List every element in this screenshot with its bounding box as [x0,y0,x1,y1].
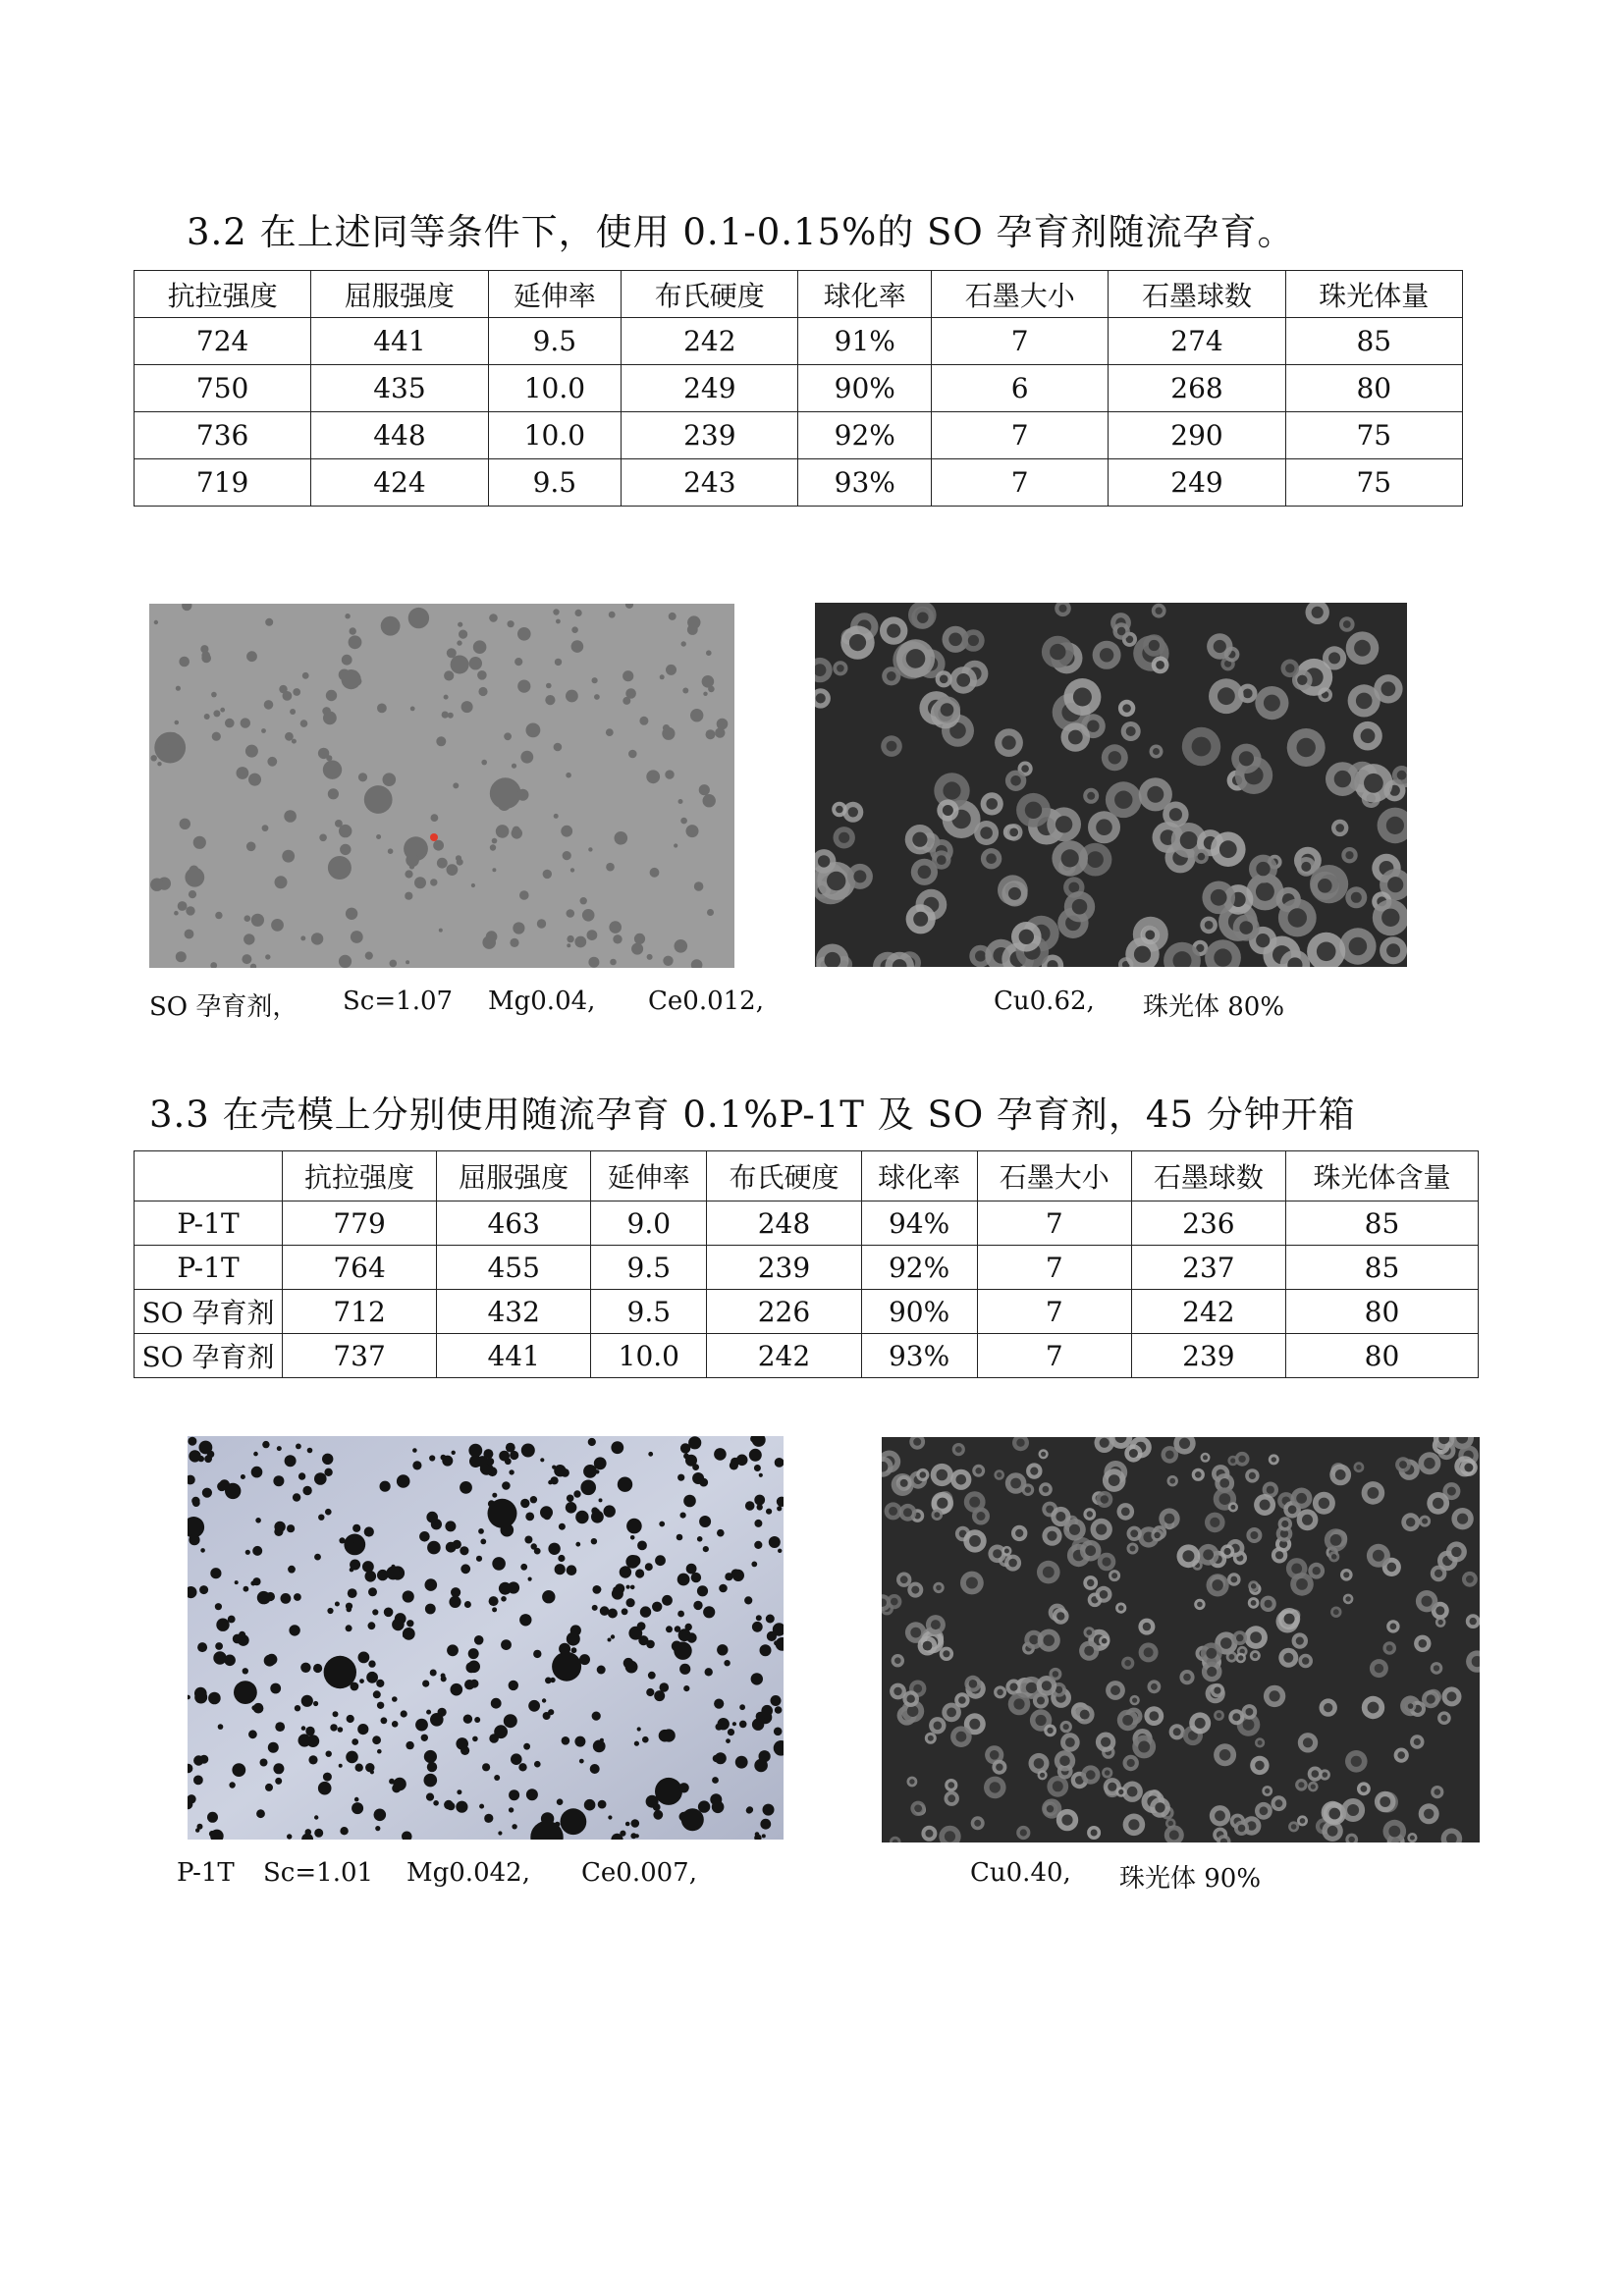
table-cell: 7 [977,1201,1131,1246]
table-cell: 268 [1109,365,1285,412]
table-header-row [135,1151,1479,1201]
table-cell: 764 [283,1246,437,1290]
table-cell: 91% [798,318,932,365]
table-cell: 92% [798,412,932,459]
table-cell: 249 [1109,459,1285,507]
caption-cu: Cu0.40, [970,1858,1071,1888]
table-cell: 80 [1285,365,1462,412]
table-row [135,459,1463,507]
caption-ce: Ce0.012, [648,987,764,1016]
micrograph-etched-so [815,603,1407,967]
table-cell: 7 [932,459,1109,507]
micrograph-unetched-so [149,604,734,968]
table-row [135,1201,1479,1246]
table-row [135,1246,1479,1290]
caption-label: P-1T [177,1858,235,1888]
table-cell: 7 [977,1246,1131,1290]
micrograph-unetched-p1t [188,1436,784,1840]
table-cell: P-1T [135,1201,283,1246]
table-cell: 93% [861,1334,977,1378]
table-cell: 441 [437,1334,591,1378]
table-cell: 248 [707,1201,861,1246]
table-cell: 463 [437,1201,591,1246]
table-cell: 85 [1285,1201,1478,1246]
section-3-2-table [134,270,1463,507]
table-cell: 75 [1285,412,1462,459]
table-cell: 239 [622,412,798,459]
table-row [135,1290,1479,1334]
fine-bullseye-graphic [882,1437,1480,1842]
table-cell: 80 [1285,1290,1478,1334]
table-cell: 724 [135,318,311,365]
table-row [135,318,1463,365]
caption-pearlite: 珠光体 80% [1143,992,1285,1022]
table-cell: 712 [283,1290,437,1334]
table-row [135,365,1463,412]
table-cell: 226 [707,1290,861,1334]
section-3-2-heading: 3.2 在上述同等条件下，使用 0.1-0.15%的 SO 孕育剂随流孕育。 [187,211,1295,253]
table-row [135,1334,1479,1378]
table-cell: 92% [861,1246,977,1290]
micrograph-etched-p1t [882,1437,1480,1842]
table-cell: 736 [135,412,311,459]
table-cell: 243 [622,459,798,507]
caption-cu: Cu0.62, [994,987,1095,1016]
table-cell: 85 [1285,318,1462,365]
header-cell [135,1151,283,1201]
caption-p1t-composition [177,1858,1355,1894]
table-cell: 432 [437,1290,591,1334]
caption-mg: Mg0.04, [488,987,596,1016]
table-cell: P-1T [135,1246,283,1290]
header-cell: 珠光体含量 [1285,1151,1478,1201]
caption-sc: Sc=1.01 [263,1858,374,1888]
table-cell: 239 [707,1246,861,1290]
table-cell: 274 [1109,318,1285,365]
table-cell: 6 [932,365,1109,412]
header-cell: 屈服强度 [437,1151,591,1201]
header-cell: 石墨球数 [1109,271,1285,318]
table-row [135,412,1463,459]
header-cell: 石墨大小 [977,1151,1131,1201]
table-cell: 75 [1285,459,1462,507]
caption-pearlite: 珠光体 90% [1119,1864,1262,1894]
section-3-3-heading: 3.3 在壳模上分别使用随流孕育 0.1%P-1T 及 SO 孕育剂，45 分钟开箱 [149,1094,1356,1136]
header-cell: 延伸率 [488,271,622,318]
table-cell: 455 [437,1246,591,1290]
header-cell: 延伸率 [591,1151,707,1201]
header-cell: 石墨大小 [932,271,1109,318]
table-cell: 779 [283,1201,437,1246]
table-cell: 290 [1109,412,1285,459]
header-cell: 抗拉强度 [135,271,311,318]
section-3-3-table [134,1150,1479,1378]
caption-mg: Mg0.042, [406,1858,530,1888]
table-cell: 7 [932,318,1109,365]
table-cell: 737 [283,1334,437,1378]
table-cell: 9.5 [591,1246,707,1290]
header-cell: 石墨球数 [1131,1151,1285,1201]
caption-label: SO 孕育剂， [149,992,298,1022]
header-cell: 珠光体量 [1285,271,1462,318]
table-cell: 10.0 [488,365,622,412]
table-cell: 90% [798,365,932,412]
bullseye-structure-graphic [815,603,1407,967]
table-cell: 441 [311,318,488,365]
header-cell: 抗拉强度 [283,1151,437,1201]
table-cell: 9.5 [488,318,622,365]
table-cell: SO 孕育剂 [135,1290,283,1334]
table-cell: 249 [622,365,798,412]
header-cell: 屈服强度 [311,271,488,318]
table-cell: 237 [1131,1246,1285,1290]
table-cell: 93% [798,459,932,507]
table-cell: 719 [135,459,311,507]
table-cell: 242 [1131,1290,1285,1334]
table-cell: 7 [932,412,1109,459]
table-cell: 448 [311,412,488,459]
table-cell: 750 [135,365,311,412]
table-cell: 242 [622,318,798,365]
caption-ce: Ce0.007, [581,1858,697,1888]
header-cell: 球化率 [798,271,932,318]
table-cell: 236 [1131,1201,1285,1246]
dark-nodules-graphic [188,1436,784,1840]
table-cell: SO 孕育剂 [135,1334,283,1378]
table-cell: 239 [1131,1334,1285,1378]
table-cell: 242 [707,1334,861,1378]
graphite-nodules-graphic [149,604,734,968]
table-cell: 435 [311,365,488,412]
header-cell: 球化率 [861,1151,977,1201]
table-cell: 7 [977,1290,1131,1334]
table-cell: 10.0 [488,412,622,459]
table-cell: 85 [1285,1246,1478,1290]
table-cell: 10.0 [591,1334,707,1378]
header-cell: 布氏硬度 [707,1151,861,1201]
caption-sc: Sc=1.07 [343,987,454,1016]
table-cell: 80 [1285,1334,1478,1378]
table-cell: 9.0 [591,1201,707,1246]
caption-so-composition [149,987,1327,1022]
table-header-row [135,271,1463,318]
table-cell: 9.5 [488,459,622,507]
table-cell: 7 [977,1334,1131,1378]
header-cell: 布氏硬度 [622,271,798,318]
table-cell: 90% [861,1290,977,1334]
table-cell: 424 [311,459,488,507]
table-cell: 9.5 [591,1290,707,1334]
table-cell: 94% [861,1201,977,1246]
